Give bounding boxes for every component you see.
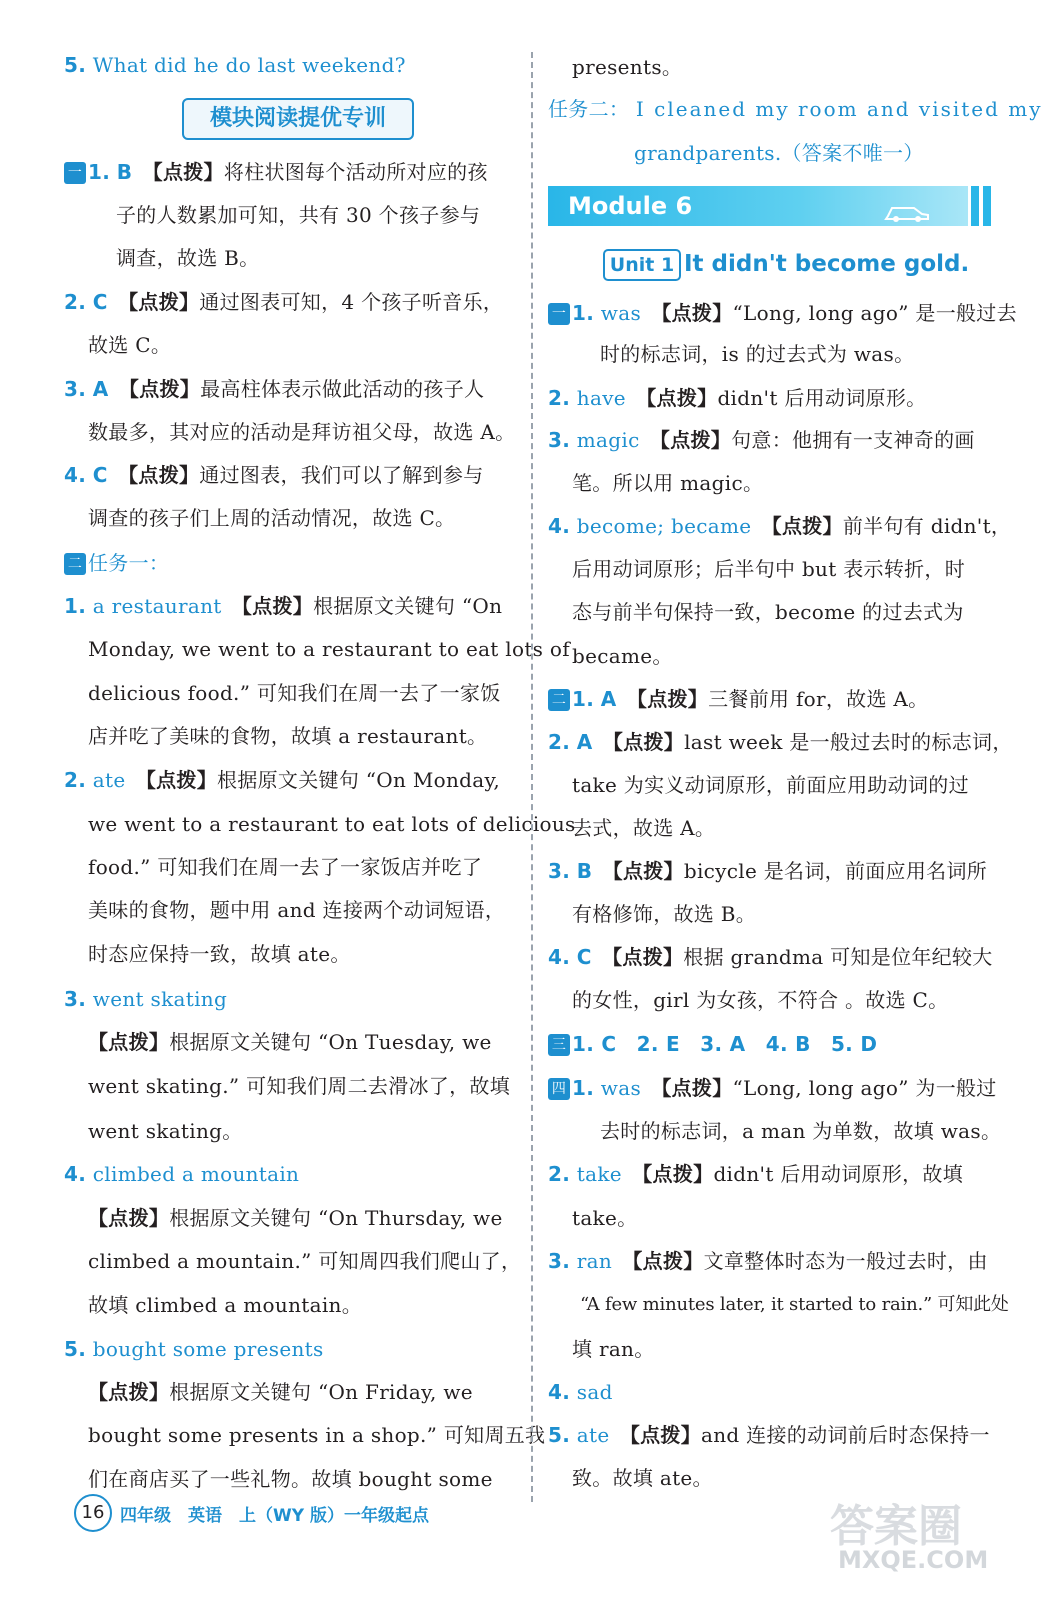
- hint-tag: 【点拨】: [771, 514, 843, 538]
- car-icon: [884, 200, 930, 222]
- a-q1: [548, 300, 1017, 326]
- banner-stripe: [983, 186, 991, 226]
- item-number: 3.: [64, 987, 87, 1011]
- q5-text: What did he do last weekend?: [92, 53, 406, 77]
- watermark-url: MXQE.COM: [838, 1546, 989, 1574]
- item-number: 3.: [548, 859, 571, 883]
- hint-tag: 【点拨】: [632, 1249, 704, 1273]
- answer: A: [92, 377, 109, 401]
- explanation: 后用动词原形；后半句中 but 表示转折，时: [572, 557, 966, 581]
- hint-tag: 【点拨】: [152, 160, 224, 184]
- explanation: 去式，故选 A。: [572, 816, 716, 840]
- a-q3: [548, 427, 975, 453]
- hint-tag: 【点拨】: [659, 428, 732, 452]
- explanation: 调查的孩子们上周的活动情况，故选 C。: [88, 506, 456, 530]
- s1-q3: [64, 376, 484, 402]
- continued-text: presents。: [572, 55, 683, 79]
- explanation: take。: [572, 1206, 638, 1230]
- item-number: 2.: [548, 1162, 571, 1186]
- answer: have: [576, 386, 626, 410]
- hint-tag: 【点拨】: [661, 301, 733, 325]
- explanation: 数最多，其对应的活动是拜访祖父母，故选 A。: [88, 420, 516, 444]
- d-q2: [548, 1161, 963, 1187]
- explanation: 句意：他拥有一支神奇的画: [731, 428, 975, 452]
- answer: B: [116, 160, 133, 184]
- s2-q5: [64, 1336, 324, 1362]
- hint-tag: 【点拨】: [629, 1423, 702, 1447]
- explanation: 通过图表可知，4 个孩子听音乐，: [199, 290, 504, 314]
- hint-tag: 【点拨】: [241, 594, 314, 618]
- explanation: 笔。所以用 magic。: [572, 471, 764, 495]
- explanation: delicious food.” 可知我们在周一去了一家饭: [88, 681, 501, 705]
- s2-q5-hint: [88, 1379, 473, 1405]
- item-number: 2.: [548, 730, 571, 754]
- answer: ate: [92, 768, 126, 792]
- explanation: 根据 grandma 可知是位年纪较大: [683, 945, 993, 969]
- explanation: 根据原文关键句 “On Tuesday, we: [169, 1030, 492, 1054]
- explanation: last week 是一般过去时的标志词，: [684, 730, 1013, 754]
- task-two-label: 任务二：: [548, 97, 630, 121]
- explanation: 根据原文关键句 “On: [313, 594, 503, 618]
- item-number: 2.: [64, 768, 87, 792]
- item-number: 4.: [548, 514, 571, 538]
- hint-tag: 【点拨】: [88, 1380, 170, 1404]
- explanation: 态与前半句保持一致，become 的过去式为: [572, 600, 964, 624]
- explanation: 将柱状图每个活动所对应的孩: [223, 160, 488, 184]
- section-four-icon: 四: [548, 1078, 570, 1100]
- column-divider: [531, 52, 533, 1502]
- answer: C: [92, 290, 108, 314]
- section-one-icon: 一: [64, 162, 86, 184]
- hint-tag: 【点拨】: [128, 377, 201, 401]
- b-q2: [548, 729, 1013, 755]
- explanation: 文章整体时态为一般过去时，由: [703, 1249, 988, 1273]
- explanation: 的女性，girl 为女孩，不符合 。故选 C。: [572, 988, 949, 1012]
- explanation: 店并吃了美味的食物，故填 a restaurant。: [88, 724, 488, 748]
- b-q1: [548, 686, 928, 712]
- item-number: 4.: [548, 1380, 571, 1404]
- answer: sad: [576, 1380, 613, 1404]
- explanation: 前半句有 didn't，: [842, 514, 1012, 538]
- explanation: 根据原文关键句 “On Monday,: [217, 768, 501, 792]
- explanation: went skating.” 可知我们周二去滑冰了，故填: [88, 1074, 510, 1098]
- hint-tag: 【点拨】: [642, 1162, 714, 1186]
- item-number: 1.: [64, 594, 87, 618]
- explanation: “A few minutes later, it started to rain.” 可知此处: [580, 1294, 1009, 1315]
- banner-stripe: [971, 186, 979, 226]
- answer: ran: [576, 1249, 613, 1273]
- section-one-icon: 一: [548, 303, 570, 325]
- answer: magic: [576, 428, 640, 452]
- item-number: 1.: [88, 160, 111, 184]
- a-q4: [548, 513, 1011, 539]
- answer: B: [576, 859, 593, 883]
- q5-line: [64, 52, 406, 78]
- explanation: 根据原文关键句 “On Thursday, we: [169, 1206, 503, 1230]
- explanation: take 为实义动词原形，前面应用助动词的过: [572, 773, 969, 797]
- explanation: 致。故填 ate。: [572, 1466, 713, 1490]
- item-number: 4.: [548, 945, 571, 969]
- explanation: 美味的食物，题中用 and 连接两个动词短语，: [88, 898, 506, 922]
- page-number: 16: [74, 1494, 112, 1532]
- s2-q4-hint: [88, 1205, 503, 1231]
- explanation: 时态应保持一致，故填 ate。: [88, 942, 351, 966]
- s2-q4: [64, 1161, 299, 1187]
- answer: become; became: [576, 514, 752, 538]
- d-q3: [548, 1248, 988, 1274]
- section-title: 模块阅读提优专训: [182, 98, 414, 140]
- explanation: 有格修饰，故选 B。: [572, 902, 757, 926]
- hint-tag: 【点拨】: [612, 859, 684, 883]
- item-number: 3.: [548, 1249, 571, 1273]
- d-q4: [548, 1379, 613, 1405]
- c-answers-line: [548, 1031, 877, 1057]
- answer: went skating: [92, 987, 228, 1011]
- q5-number: 5.: [64, 53, 87, 77]
- task-one-label: 任务一：: [88, 551, 170, 575]
- explanation: Monday, we went to a restaurant to eat lots of: [88, 637, 570, 661]
- item-number: 1.: [572, 687, 595, 711]
- unit-title: It didn't become gold.: [684, 251, 970, 277]
- s1-q2: [64, 289, 503, 315]
- item-number: 2.: [548, 386, 571, 410]
- s2-q1: [64, 593, 502, 619]
- unit-badge: Unit 1: [603, 249, 681, 281]
- explanation: 根据原文关键句 “On Friday, we: [169, 1380, 473, 1404]
- explanation: food.” 可知我们在周一去了一家饭店并吃了: [88, 855, 483, 879]
- explanation: 去时的标志词，a man 为单数，故填 was。: [600, 1119, 1002, 1143]
- explanation: climbed a mountain.” 可知周四我们爬山了，: [88, 1249, 522, 1273]
- answer: ate: [576, 1423, 610, 1447]
- a-q2: [548, 385, 926, 411]
- b-q4: [548, 944, 993, 970]
- item-number: 1.: [572, 301, 595, 325]
- section-two-icon: 二: [548, 689, 570, 711]
- explanation: 故填 climbed a mountain。: [88, 1293, 363, 1317]
- answer: take: [576, 1162, 622, 1186]
- answer: C: [576, 945, 592, 969]
- task-two-line: [548, 96, 1043, 122]
- explanation: bicycle 是名词，前面应用名词所: [683, 859, 988, 883]
- s2-q3: [64, 986, 227, 1012]
- explanation: went skating。: [88, 1119, 243, 1143]
- hint-tag: 【点拨】: [636, 687, 709, 711]
- answer: a restaurant: [92, 594, 222, 618]
- explanation: bought some presents in a shop.” 可知周五我: [88, 1423, 546, 1447]
- module-title: Module 6: [568, 192, 693, 220]
- explanation: 时的标志词，is 的过去式为 was。: [600, 342, 915, 366]
- explanation: 最高柱体表示做此活动的孩子人: [200, 377, 485, 401]
- answer: climbed a mountain: [92, 1162, 300, 1186]
- hint-tag: 【点拨】: [145, 768, 218, 792]
- s1-q1: [64, 159, 488, 185]
- hint-tag: 【点拨】: [88, 1206, 170, 1230]
- explanation: didn't 后用动词原形，故填: [713, 1162, 964, 1186]
- answer: bought some presents: [92, 1337, 324, 1361]
- explanation: we went to a restaurant to eat lots of delicious: [88, 812, 576, 836]
- item-number: 5.: [548, 1423, 571, 1447]
- hint-tag: 【点拨】: [612, 730, 685, 754]
- answer: A: [576, 730, 593, 754]
- d-q5: [548, 1422, 990, 1448]
- item-number: 4.: [64, 1162, 87, 1186]
- hint-tag: 【点拨】: [612, 945, 684, 969]
- item-number: 4.: [64, 463, 87, 487]
- explanation: 三餐前用 for，故选 A。: [708, 687, 929, 711]
- item-number: 2.: [64, 290, 87, 314]
- hint-tag: 【点拨】: [646, 386, 718, 410]
- explanation: 调查，故选 B。: [116, 246, 260, 270]
- section-two-icon: 二: [64, 553, 86, 575]
- explanation: 故选 C。: [88, 333, 172, 357]
- task-two-answer: grandparents.（答案不唯一）: [634, 141, 924, 165]
- task-two-answer: I cleaned my room and visited my: [635, 97, 1043, 121]
- s2-heading: [64, 550, 169, 576]
- item-number: 5.: [64, 1337, 87, 1361]
- d-q1: [548, 1075, 997, 1101]
- s1-q4: [64, 462, 484, 488]
- b-q3: [548, 858, 987, 884]
- hint-tag: 【点拨】: [661, 1076, 733, 1100]
- item-number: 1.: [572, 1076, 595, 1100]
- hint-tag: 【点拨】: [88, 1030, 170, 1054]
- explanation: didn't 后用动词原形。: [717, 386, 927, 410]
- answer: A: [600, 687, 617, 711]
- answer: was: [600, 301, 642, 325]
- s2-q2: [64, 767, 500, 793]
- s2-q3-hint: [88, 1029, 492, 1055]
- section-three-icon: 三: [548, 1034, 570, 1056]
- item-number: 3.: [548, 428, 571, 452]
- explanation: 们在商店买了一些礼物。故填 bought some: [88, 1467, 493, 1491]
- explanation: “Long, long ago” 是一般过去: [732, 301, 1017, 325]
- explanation: became。: [572, 644, 673, 668]
- item-number: 3.: [64, 377, 87, 401]
- explanation: “Long, long ago” 为一般过: [732, 1076, 997, 1100]
- watermark-logo: 答案圈: [830, 1501, 962, 1552]
- answer: was: [600, 1076, 642, 1100]
- hint-tag: 【点拨】: [128, 290, 200, 314]
- explanation: and 连接的动词前后时态保持一: [701, 1423, 990, 1447]
- hint-tag: 【点拨】: [128, 463, 200, 487]
- explanation: 子的人数累加可知，共有 30 个孩子参与: [116, 203, 481, 227]
- answer: C: [92, 463, 108, 487]
- footer-text: 四年级 英语 上（WY 版）一年级起点: [120, 1506, 429, 1526]
- c-answers: 1. C 2. E 3. A 4. B 5. D: [572, 1032, 878, 1056]
- explanation: 填 ran。: [572, 1337, 655, 1361]
- explanation: 通过图表，我们可以了解到参与: [199, 463, 484, 487]
